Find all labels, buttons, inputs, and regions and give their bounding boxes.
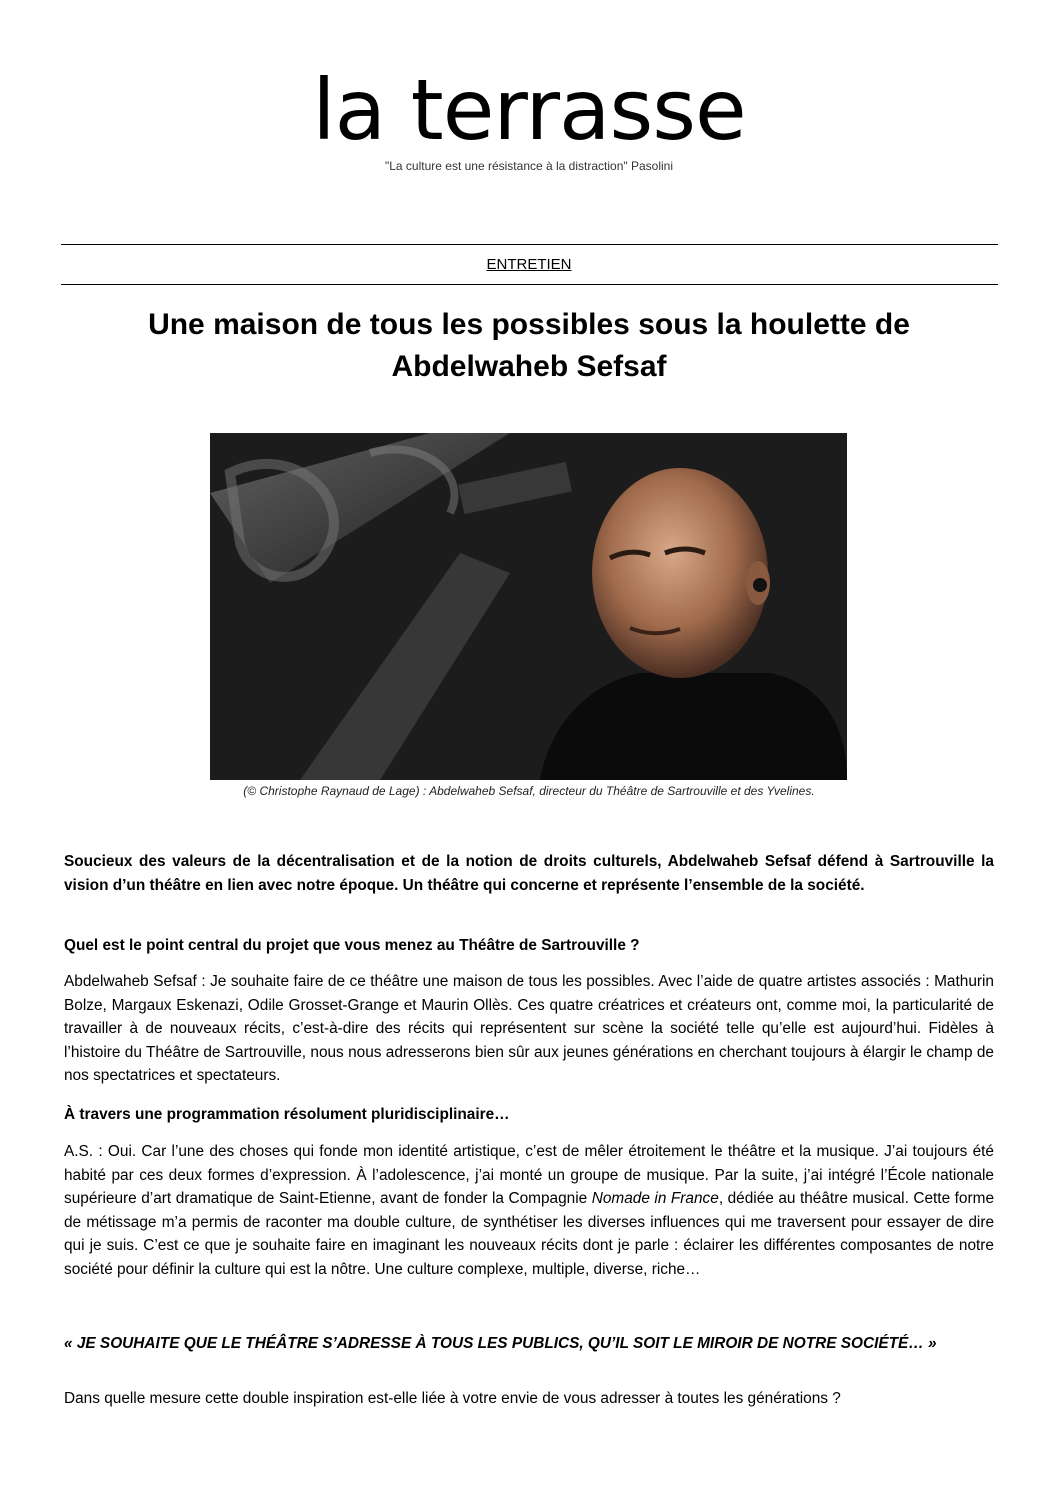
question-3: Dans quelle mesure cette double inspiration est-elle liée à votre envie de vous adresser à toutes les générations ? <box>64 1390 841 1407</box>
answer-1: Abdelwaheb Sefsaf : Je souhaite faire de ce théâtre une maison de tous les possibles. Avec l’aide de quatre artistes associés : Mathurin Bolze, Margaux Eskenazi, Odile Grosset-Grange et Maurin Ollès. Ces quatre créatrices et créateurs ont, comme moi, la particularité de travailler à de nouveaux récits, c’est-à-dire des récits qui représentent sur scène la société telle qu’elle est aujourd’hui. Fidèles à l’histoire du Théâtre de Sartrouville, nous nous adresserons bien sûr aux jeunes générations en cherchant toujours à élargir le champ de nos spectatrices et spectateurs. <box>64 973 994 1084</box>
photo-caption: (© Christophe Raynaud de Lage) : Abdelwaheb Sefsaf, directeur du Théâtre de Sartrouville et des Yvelines. <box>243 784 815 798</box>
question-2: À travers une programmation résolument pluridisciplinaire… <box>64 1106 510 1123</box>
company-name: Nomade in France <box>591 1190 719 1207</box>
article-headline: Une maison de tous les possibles sous la houlette de Abdelwaheb Sefsaf <box>148 308 910 383</box>
bottom-rule <box>61 284 998 285</box>
masthead-logo: la terrasse <box>312 61 746 159</box>
answer-2 <box>64 1140 994 1281</box>
portrait-photo-illustration <box>210 433 847 780</box>
pull-quote: « JE SOUHAITE QUE LE THÉÂTRE S’ADRESSE À TOUS LES PUBLICS, QU’IL SOIT LE MIROIR DE NOTRE SOCIÉTÉ… » <box>64 1335 937 1352</box>
section-label: ENTRETIEN <box>486 256 572 273</box>
top-rule <box>61 244 998 245</box>
question-1: Quel est le point central du projet que vous menez au Théâtre de Sartrouville ? <box>64 937 640 954</box>
answer-2-text-end: , dédiée au théâtre musical. Cette forme de métissage m’a permis de raconter ma double culture, de synthétiser les diverses influences qui me traversent pour essayer de dire qui je suis. C’est ce que je souhaite faire en imaginant les nouveaux récits dont je parle : éclairer les différentes composantes de notre société pour définir la culture qui est la nôtre. Une culture complexe, multiple, diverse, riche… <box>64 1190 994 1278</box>
masthead-tagline: "La culture est une résistance à la distraction" Pasolini <box>384 159 673 173</box>
answer-2-text-start: A.S. : Oui. Car l’une des choses qui fonde mon identité artistique, c’est de mêler étroitement le théâtre et la musique. J’ai toujours été habité par ces deux formes d’expression. À l’adolescence, j’ai monté un groupe de musique. Par la suite, j’ai intégré l’École nationale supérieure d’art dramatique de Saint-Etienne, avant de fonder la Compagnie <box>64 1143 994 1207</box>
portrait-photo <box>210 433 847 780</box>
article-intro: Soucieux des valeurs de la décentralisation et de la notion de droits culturels, Abdelwaheb Sefsaf défend à Sartrouville la vision d’un théâtre en lien avec notre époque. Un théâtre qui concerne et représente l’ensemble de la société. <box>64 853 994 894</box>
